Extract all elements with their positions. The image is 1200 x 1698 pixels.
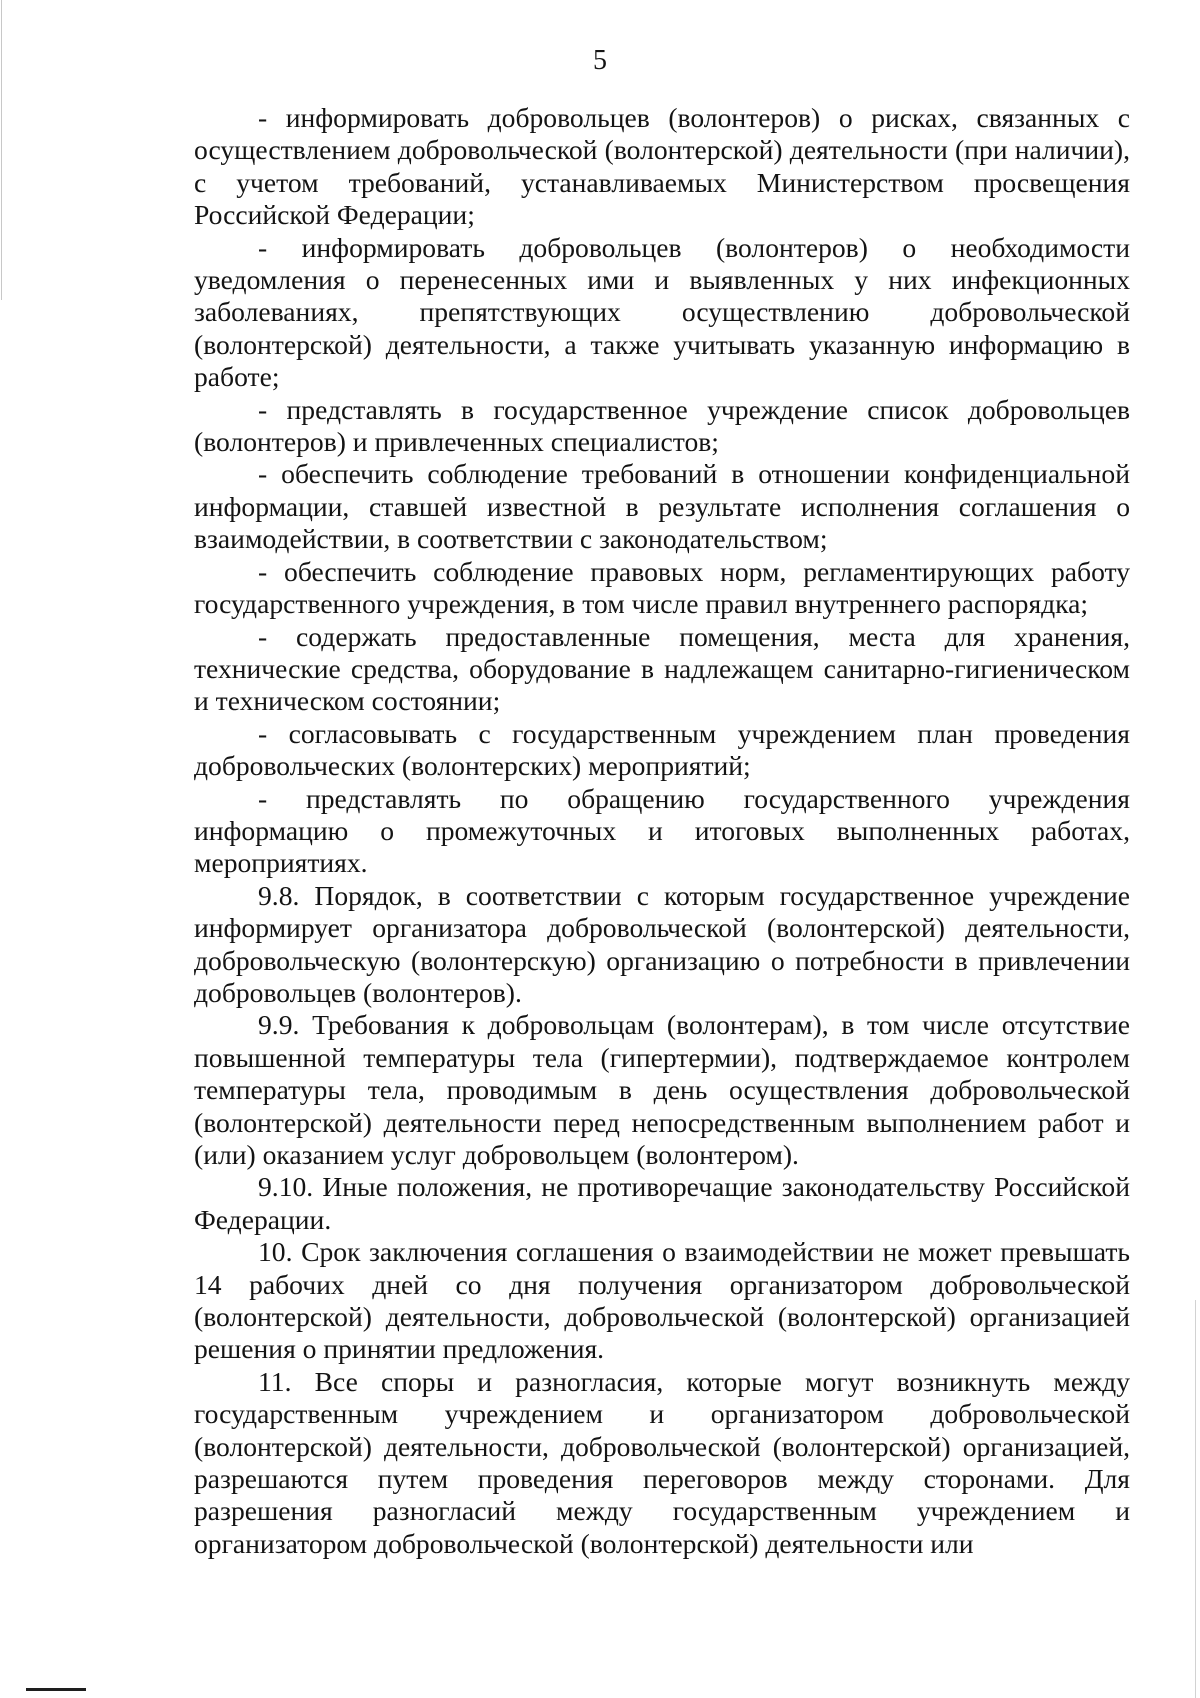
scan-edge-right — [1195, 1300, 1196, 1698]
paragraph-9-10: 9.10. Иные положения, не противоречащие законодательству Российской Федерации. — [194, 1171, 1130, 1235]
paragraph-event-plan: - согласовывать с государственным учреждением план проведения добровольческих (волонтерских) мероприятий; — [194, 717, 1130, 782]
paragraph-confidentiality: - обеспечить соблюдение требований в отношении конфиденциальной информации, ставшей известной в результате исполнения соглашения о взаимодействии, в соответствии с законодательством; — [194, 458, 1130, 555]
paragraph-inform-risks: - информировать добровольцев (волонтеров) о рисках, связанных с осуществлением добровольческой (волонтерской) деятельности (при наличии), с учетом требований, устанавливаемых Министерством просвещения Российской Федерации; — [194, 102, 1130, 231]
paragraph-9-9: 9.9. Требования к добровольцам (волонтерам), в том числе отсутствие повышенной температуры тела (гипертермии), подтверждаемое контролем температуры тела, проводимым в день осуществления добровольческой (волонтерской) деятельности перед непосредственным выполнением работ и (или) оказанием услуг добровольцем (волонтером). — [194, 1009, 1130, 1170]
paragraph-report-works: - представлять по обращению государственного учреждения информацию о промежуточных и итоговых выполненных работах, мероприятиях. — [194, 782, 1130, 879]
paragraph-legal-norms: - обеспечить соблюдение правовых норм, регламентирующих работу государственного учреждения, в том числе правил внутреннего распорядка; — [194, 555, 1130, 620]
paragraph-volunteer-list: - представлять в государственное учреждение список добровольцев (волонтеров) и привлеченных специалистов; — [194, 393, 1130, 458]
paragraph-9-8: 9.8. Порядок, в соответствии с которым государственное учреждение информирует организатора добровольческой (волонтерской) деятельности, добровольческую (волонтерскую) организацию о потребности в привлечении добровольцев (волонтеров). — [194, 879, 1130, 1008]
paragraph-11: 11. Все споры и разногласия, которые могут возникнуть между государственным учреждением и организатором добровольческой (волонтерской) деятельности, добровольческой (волонтерской) организацией, разрешаются путем проведения переговоров между сторонами. Для разрешения разногласий между государственным учреждением и организатором добровольческой (волонтерской) деятельности или — [194, 1365, 1130, 1559]
page-number: 5 — [593, 45, 607, 76]
paragraph-premises: - содержать предоставленные помещения, места для хранения, технические средства, оборудование в надлежащем санитарно-гигиеническом и техническом состоянии; — [194, 620, 1130, 717]
scan-mark-bottom — [26, 1688, 86, 1691]
document-body — [194, 102, 1130, 1560]
scan-edge-left — [1, 0, 2, 300]
paragraph-10: 10. Срок заключения соглашения о взаимодействии не может превышать 14 рабочих дней со дня получения организатором добровольческой (волонтерской) деятельности, добровольческой (волонтерской) организацией решения о принятии предложения. — [194, 1236, 1130, 1365]
paragraph-inform-infections: - информировать добровольцев (волонтеров) о необходимости уведомления о перенесенных ими и выявленных у них инфекционных заболеваниях, препятствующих осуществлению добровольческой (волонтерской) деятельности, а также учитывать указанную информацию в работе; — [194, 231, 1130, 393]
